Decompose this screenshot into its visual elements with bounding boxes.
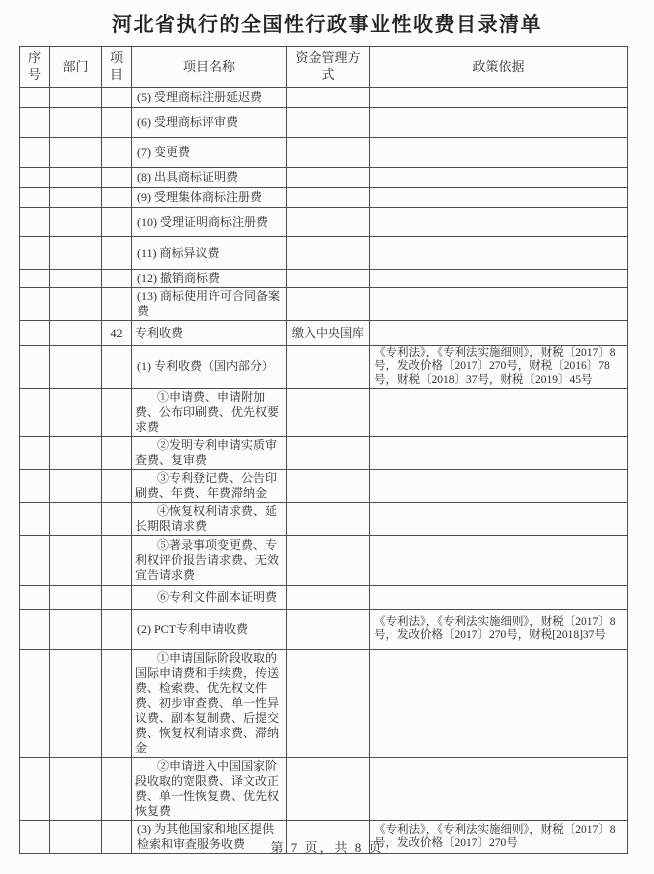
cell-name: ②发明专利申请实质审查费、复审费: [132, 436, 287, 469]
cell-fund: [287, 237, 370, 270]
cell-policy: [370, 585, 628, 609]
cell-policy: [370, 288, 628, 321]
cell-dept: [50, 237, 102, 270]
cell-fund: [287, 649, 370, 757]
cell-item: [102, 208, 132, 237]
cell-item: [102, 270, 132, 288]
cell-dept: [50, 757, 102, 820]
table-row: [20, 436, 628, 469]
cell-policy: [370, 108, 628, 138]
table-row: [20, 237, 628, 270]
fee-table: [19, 46, 628, 854]
cell-item: [102, 288, 132, 321]
cell-policy: [370, 757, 628, 820]
cell-name: (12) 撤销商标费: [132, 270, 287, 288]
cell-policy: [370, 208, 628, 237]
cell-sn: [20, 168, 50, 188]
cell-policy: [370, 535, 628, 585]
table-row: [20, 609, 628, 649]
table-row: [20, 585, 628, 609]
cell-sn: [20, 609, 50, 649]
cell-name: ③专利登记费、公告印刷费、年费、年费滞纳金: [132, 469, 287, 502]
cell-fund: [287, 535, 370, 585]
cell-dept: [50, 649, 102, 757]
cell-item: [102, 388, 132, 436]
cell-name: (5) 受理商标注册延迟费: [132, 88, 287, 108]
cell-policy: [370, 321, 628, 346]
table-row: [20, 208, 628, 237]
cell-policy: [370, 469, 628, 502]
cell-name: (8) 出具商标证明费: [132, 168, 287, 188]
cell-fund: [287, 502, 370, 535]
cell-item: [102, 436, 132, 469]
table-row: [20, 757, 628, 820]
cell-fund: [287, 346, 370, 389]
cell-sn: [20, 88, 50, 108]
cell-item: [102, 346, 132, 389]
cell-sn: [20, 108, 50, 138]
cell-name: (11) 商标异议费: [132, 237, 287, 270]
cell-fund: [287, 436, 370, 469]
table-row: [20, 138, 628, 168]
cell-name: ①申请费、申请附加费、公布印刷费、优先权要求费: [132, 388, 287, 436]
cell-name: (13) 商标使用许可合同备案费: [132, 288, 287, 321]
cell-name: (3) 为其他国家和地区提供检索和审查服务收费: [132, 820, 287, 853]
cell-sn: [20, 270, 50, 288]
table-row: [20, 321, 628, 346]
cell-fund: [287, 108, 370, 138]
cell-policy: [370, 436, 628, 469]
cell-dept: [50, 270, 102, 288]
cell-sn: [20, 288, 50, 321]
cell-name: (2) PCT专利申请收费: [132, 609, 287, 649]
cell-policy: 《专利法》，《专利法实施细则》，财税〔2017〕8号，发改价格〔2017〕270号: [370, 820, 628, 853]
table-row: [20, 649, 628, 757]
cell-item: [102, 237, 132, 270]
table-row: [20, 346, 628, 389]
page-title: 河北省执行的全国性行政事业性收费目录清单: [112, 14, 542, 36]
cell-sn: [20, 535, 50, 585]
cell-sn: [20, 502, 50, 535]
cell-item: [102, 138, 132, 168]
cell-item: [102, 585, 132, 609]
table-row: [20, 88, 628, 108]
table-row: [20, 188, 628, 208]
cell-sn: [20, 649, 50, 757]
cell-item: [102, 88, 132, 108]
cell-dept: [50, 88, 102, 108]
cell-policy: [370, 649, 628, 757]
column-header-item-number: 项目: [102, 47, 132, 88]
cell-sn: [20, 757, 50, 820]
table-row: [20, 108, 628, 138]
table-row: [20, 502, 628, 535]
cell-fund: 缴入中央国库: [287, 321, 370, 346]
cell-fund: [287, 469, 370, 502]
cell-fund: [287, 288, 370, 321]
cell-item: [102, 168, 132, 188]
cell-dept: [50, 502, 102, 535]
cell-sn: [20, 188, 50, 208]
cell-item: [102, 757, 132, 820]
page-number: 第 7 页，共 8 页: [270, 840, 384, 855]
cell-item: 42: [102, 321, 132, 346]
cell-fund: [287, 609, 370, 649]
fee-table-body: [20, 88, 628, 854]
cell-item: [102, 609, 132, 649]
cell-dept: [50, 388, 102, 436]
column-header-fund-management: 资金管理方式: [287, 47, 370, 88]
cell-fund: [287, 270, 370, 288]
cell-fund: [287, 585, 370, 609]
cell-item: [102, 535, 132, 585]
table-row: [20, 469, 628, 502]
cell-name: (6) 受理商标评审费: [132, 108, 287, 138]
cell-sn: [20, 388, 50, 436]
column-header-department: 部门: [50, 47, 102, 88]
cell-fund: [287, 388, 370, 436]
cell-dept: [50, 346, 102, 389]
cell-policy: [370, 168, 628, 188]
table-header-row: [20, 47, 628, 88]
cell-sn: [20, 346, 50, 389]
cell-dept: [50, 609, 102, 649]
cell-policy: [370, 188, 628, 208]
cell-name: 专利收费: [132, 321, 287, 346]
column-header-item-name: 项目名称: [132, 47, 287, 88]
cell-policy: [370, 138, 628, 168]
cell-sn: [20, 469, 50, 502]
cell-sn: [20, 138, 50, 168]
cell-name: (10) 受理证明商标注册费: [132, 208, 287, 237]
cell-sn: [20, 585, 50, 609]
cell-dept: [50, 585, 102, 609]
cell-name: ②申请进入中国国家阶段收取的宽限费、译文改正费、单一性恢复费、优先权恢复费: [132, 757, 287, 820]
cell-dept: [50, 168, 102, 188]
cell-policy: 《专利法》，《专利法实施细则》，财税〔2017〕8号，发改价格〔2017〕270号，财税[2018]37号: [370, 609, 628, 649]
cell-name: ④恢复权利请求费、延长期限请求费: [132, 502, 287, 535]
cell-item: [102, 469, 132, 502]
cell-policy: [370, 502, 628, 535]
cell-item: [102, 502, 132, 535]
table-row: [20, 168, 628, 188]
table-row: [20, 388, 628, 436]
cell-item: [102, 649, 132, 757]
cell-name: (9) 受理集体商标注册费: [132, 188, 287, 208]
table-row: [20, 270, 628, 288]
cell-fund: [287, 168, 370, 188]
cell-fund: [287, 188, 370, 208]
cell-item: [102, 188, 132, 208]
cell-dept: [50, 436, 102, 469]
cell-policy: [370, 237, 628, 270]
cell-name: ①申请国际阶段收取的国际申请费和手续费，传送费、检索费、优先权文件费、初步审查费、单一性异议费、副本复制费、后提交费、恢复权利请求费、滞纳金: [132, 649, 287, 757]
cell-dept: [50, 208, 102, 237]
cell-name: (7) 变更费: [132, 138, 287, 168]
column-header-policy-basis: 政策依据: [370, 47, 628, 88]
cell-sn: [20, 237, 50, 270]
cell-policy: [370, 88, 628, 108]
cell-sn: [20, 321, 50, 346]
cell-dept: [50, 108, 102, 138]
cell-fund: [287, 757, 370, 820]
cell-dept: [50, 535, 102, 585]
cell-fund: [287, 138, 370, 168]
cell-dept: [50, 188, 102, 208]
cell-fund: [287, 208, 370, 237]
cell-dept: [50, 288, 102, 321]
cell-dept: [50, 138, 102, 168]
cell-item: [102, 108, 132, 138]
cell-name: ⑥专利文件副本证明费: [132, 585, 287, 609]
cell-name: ⑤著录事项变更费、专利权评价报告请求费、无效宣告请求费: [132, 535, 287, 585]
cell-dept: [50, 469, 102, 502]
column-header-serial-number: 序号: [20, 47, 50, 88]
cell-sn: [20, 436, 50, 469]
table-row: [20, 288, 628, 321]
cell-name: (1) 专利收费（国内部分）: [132, 346, 287, 389]
cell-policy: [370, 388, 628, 436]
cell-policy: [370, 270, 628, 288]
cell-dept: [50, 321, 102, 346]
cell-policy: 《专利法》，《专利法实施细则》，财税〔2017〕8号，发改价格〔2017〕270号，财税〔2016〕78号，财税〔2018〕37号，财税〔2019〕45号: [370, 346, 628, 389]
cell-sn: [20, 208, 50, 237]
table-row: [20, 535, 628, 585]
cell-fund: [287, 88, 370, 108]
